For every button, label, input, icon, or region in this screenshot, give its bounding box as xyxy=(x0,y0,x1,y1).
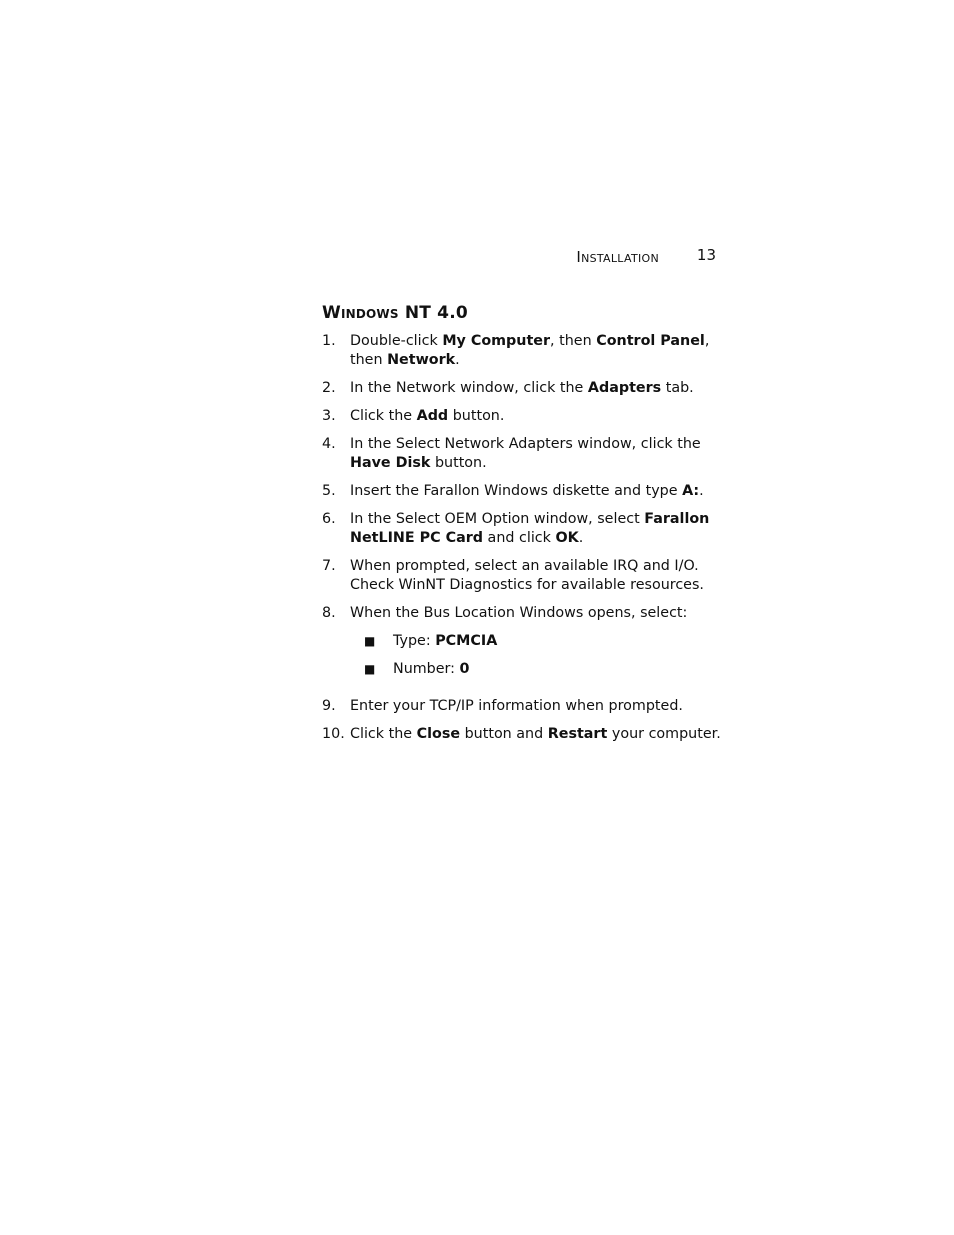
step-text xyxy=(350,697,722,716)
step-row xyxy=(322,482,722,501)
step-text xyxy=(350,725,722,744)
step-item xyxy=(322,604,722,688)
step-text-run: When prompted, select an available IRQ and I/O. Check WinNT Diagnostics for available resources. xyxy=(350,558,704,593)
step-text-run: . xyxy=(699,483,704,499)
page-content xyxy=(322,303,722,753)
bold-term: Add xyxy=(416,408,449,424)
bold-term: Adapters xyxy=(587,380,662,396)
bullet-item xyxy=(364,632,722,651)
bold-term: Network xyxy=(387,352,456,368)
step-text-run: In the Select OEM Option window, select xyxy=(350,511,645,527)
step-text-run: , then xyxy=(350,333,710,368)
step-text-run: When the Bus Location Windows opens, select: xyxy=(350,605,688,621)
step-text xyxy=(350,482,722,501)
step-text-run: and click xyxy=(483,530,556,546)
running-head-section: Installation xyxy=(576,248,659,266)
square-bullet-icon: ■ xyxy=(364,662,376,676)
page-number: 13 xyxy=(696,246,716,264)
step-number: 8. xyxy=(322,605,336,621)
step-number: 1. xyxy=(322,333,336,349)
step-text xyxy=(350,332,722,370)
bold-term: My Computer xyxy=(442,333,551,349)
step-item xyxy=(322,379,722,398)
bullet-text xyxy=(393,632,497,651)
step-item xyxy=(322,557,722,595)
bold-term: Have Disk xyxy=(350,455,431,471)
bold-term: Close xyxy=(416,726,461,742)
step-text xyxy=(350,407,722,426)
step-row xyxy=(322,332,722,370)
step-text xyxy=(350,604,722,688)
step-number: 5. xyxy=(322,483,336,499)
bullet-text xyxy=(393,660,470,679)
bold-term: Control Panel xyxy=(596,333,705,349)
step-text-run: In the Select Network Adapters window, click the xyxy=(350,436,701,452)
bold-term: Farallon NetLINE PC Card xyxy=(350,511,710,546)
step-text-run: button and xyxy=(460,726,548,742)
step-item xyxy=(322,510,722,548)
step-number: 6. xyxy=(322,511,336,527)
step-item xyxy=(322,725,722,744)
step-text-run: Type: xyxy=(393,633,436,649)
section-heading: Windows NT 4.0 xyxy=(322,303,468,323)
step-text-run: Enter your TCP/IP information when prompted. xyxy=(350,698,683,714)
running-head xyxy=(520,246,716,268)
step-row xyxy=(322,725,722,744)
step-number: 3. xyxy=(322,408,336,424)
bold-term: OK xyxy=(555,530,579,546)
steps-list xyxy=(322,332,722,744)
step-text xyxy=(350,557,722,595)
step-item xyxy=(322,407,722,426)
step-text xyxy=(350,435,722,473)
step-text-run: In the Network window, click the xyxy=(350,380,588,396)
step-text-run: tab. xyxy=(661,380,694,396)
step-row xyxy=(322,697,722,716)
step-text-run: Click the xyxy=(350,408,417,424)
step-row xyxy=(322,407,722,426)
bold-term: Restart xyxy=(547,726,608,742)
step-number: 10. xyxy=(322,726,345,742)
bold-term: 0 xyxy=(459,661,470,677)
step-text-run: your computer. xyxy=(607,726,721,742)
step-row xyxy=(322,604,722,688)
step-text-run: Number: xyxy=(393,661,460,677)
step-text-run: Double-click xyxy=(350,333,443,349)
square-bullet-icon: ■ xyxy=(364,634,376,648)
step-text xyxy=(350,379,722,398)
step-text-run: button. xyxy=(448,408,505,424)
step-number: 2. xyxy=(322,380,336,396)
step-text-run: Click the xyxy=(350,726,417,742)
step-text-run: . xyxy=(578,530,584,546)
step-text-run: . xyxy=(455,352,460,368)
step-item xyxy=(322,697,722,716)
bullet-item xyxy=(364,660,722,679)
bold-term: A: xyxy=(682,483,700,499)
step-item xyxy=(322,332,722,370)
step-row xyxy=(322,510,722,548)
step-item xyxy=(322,435,722,473)
bullet-list xyxy=(350,632,722,679)
step-text-run: , then xyxy=(550,333,597,349)
step-text xyxy=(350,510,722,548)
step-text-run: button. xyxy=(430,455,487,471)
bold-term: PCMCIA xyxy=(435,633,498,649)
step-row xyxy=(322,379,722,398)
step-number: 4. xyxy=(322,436,336,452)
step-text-run: Insert the Farallon Windows diskette and type xyxy=(350,483,683,499)
step-number: 7. xyxy=(322,558,336,574)
step-number: 9. xyxy=(322,698,336,714)
step-row xyxy=(322,557,722,595)
step-row xyxy=(322,435,722,473)
step-item xyxy=(322,482,722,501)
